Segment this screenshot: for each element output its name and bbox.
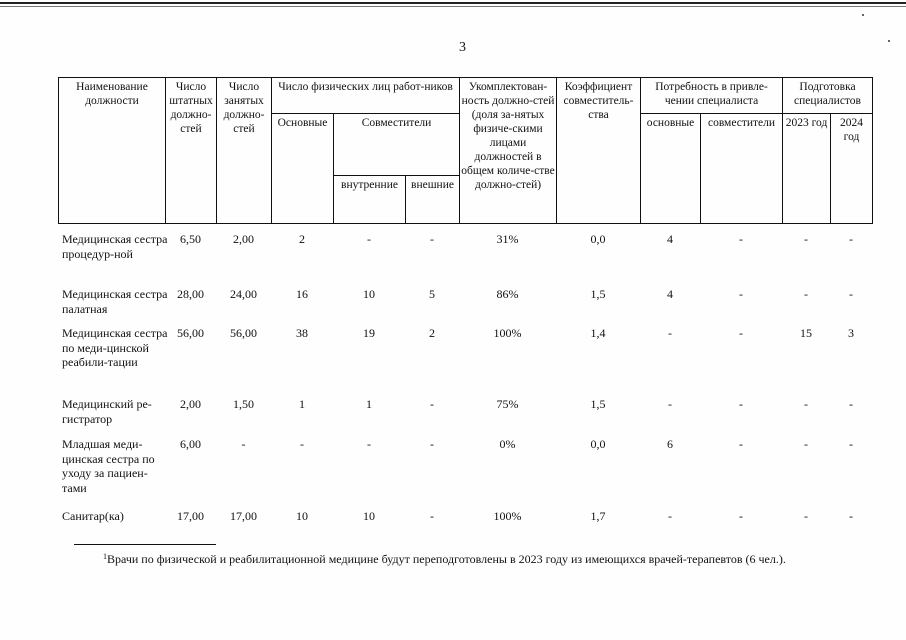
table-cell-need-main: -: [668, 397, 672, 411]
table-cell-need-part: -: [739, 326, 743, 340]
table-cell-internal: 19: [363, 326, 375, 340]
row-name: Медицинская сестра процедур-ной: [62, 232, 168, 261]
table-cell-external: -: [430, 437, 434, 451]
table-cell-internal: 10: [363, 509, 375, 523]
col-need-part: совместители: [701, 114, 783, 224]
table-cell-coef: 1,7: [590, 509, 606, 523]
table-cell-main: 16: [296, 287, 308, 301]
row-name: Младшая меди-цинская сестра по уходу за пациен-тами: [62, 437, 155, 495]
table-cell-need-main: 6: [667, 437, 673, 451]
col-need-main: основные: [641, 114, 701, 224]
table-cell-need-part: -: [739, 287, 743, 301]
table-cell-staffing: 0%: [499, 437, 516, 451]
footnote-text: Врачи по физической и реабилитационной медицине будут переподготовлены в 2023 году из имеющихся врачей-терапевтов (6 чел.).: [107, 552, 786, 566]
table-cell-y2024: -: [849, 232, 853, 246]
table-cell-y2024: -: [849, 509, 853, 523]
table-cell-y2024: -: [849, 397, 853, 411]
table-cell-need-main: -: [668, 509, 672, 523]
table-cell-y2023: -: [804, 232, 808, 246]
table-cell-y2024: -: [849, 437, 853, 451]
scan-speck: [862, 14, 864, 16]
table-cell-need-main: 4: [667, 232, 673, 246]
table-cell-need-part: -: [739, 509, 743, 523]
table-cell-coef: 1,4: [590, 326, 606, 340]
scan-edge-line: [0, 6, 906, 7]
scan-edge-line: [0, 2, 906, 4]
table-cell-staff: 6,00: [180, 437, 201, 451]
table-cell-internal: -: [367, 437, 371, 451]
footnote: [103, 552, 786, 566]
col-part-timers: Совместители: [334, 114, 460, 176]
table-cell-need-main: 4: [667, 287, 673, 301]
col-internal: внутренние: [334, 176, 406, 224]
table-cell-staff: 2,00: [180, 397, 201, 411]
table-cell-external: -: [430, 397, 434, 411]
col-position-name: Наименование должности: [59, 78, 166, 224]
table-cell-main: -: [300, 437, 304, 451]
staffing-table-header: [58, 77, 873, 224]
table-cell-staffing: 75%: [496, 397, 519, 411]
col-year-2024: 2024 год: [831, 114, 873, 224]
page-number: 3: [459, 40, 466, 55]
table-cell-need-part: -: [739, 397, 743, 411]
col-staff-positions: Число штатных должно-стей: [166, 78, 217, 224]
table-cell-need-part: -: [739, 232, 743, 246]
table-cell-y2024: -: [849, 287, 853, 301]
col-occupied-positions: Число занятых должно-стей: [217, 78, 272, 224]
col-individuals: Число физических лиц работ-ников: [272, 78, 460, 114]
table-cell-internal: -: [367, 232, 371, 246]
row-name: Медицинская сестра по меди-цинской реабили-тации: [62, 326, 168, 369]
table-cell-coef: 1,5: [590, 287, 606, 301]
table-cell-coef: 1,5: [590, 397, 606, 411]
table-cell-y2024: 3: [848, 326, 854, 340]
scan-speck: [888, 40, 890, 42]
table-cell-main: 2: [299, 232, 305, 246]
table-cell-internal: 1: [366, 397, 372, 411]
table-cell-staff: 56,00: [177, 326, 204, 340]
table-cell-internal: 10: [363, 287, 375, 301]
table-cell-external: 5: [429, 287, 435, 301]
col-need: Потребность в привле-чении специалиста: [641, 78, 783, 114]
table-cell-staffing: 100%: [493, 326, 522, 340]
table-cell-main: 38: [296, 326, 308, 340]
table-cell-staff: 6,50: [180, 232, 201, 246]
table-cell-staffing: 31%: [496, 232, 519, 246]
table-cell-need-part: -: [739, 437, 743, 451]
table-cell-staff: 17,00: [177, 509, 204, 523]
row-name: Медицинский ре-гистратор: [62, 397, 152, 426]
table-cell-occupied: 2,00: [233, 232, 254, 246]
col-main: Основные: [272, 114, 334, 224]
table-cell-main: 1: [299, 397, 305, 411]
table-cell-occupied: -: [241, 437, 246, 451]
table-cell-y2023: -: [804, 397, 808, 411]
table-cell-y2023: -: [804, 287, 808, 301]
table-cell-occupied: 56,00: [230, 326, 257, 340]
table-cell-external: -: [430, 232, 434, 246]
row-name: Медицинская сестра палатная: [62, 287, 168, 316]
col-training: Подготовка специалистов: [783, 78, 873, 114]
table-cell-y2023: -: [804, 509, 808, 523]
table-cell-coef: 0,0: [590, 437, 606, 451]
table-cell-need-main: -: [668, 326, 672, 340]
row-name: Санитар(ка): [62, 509, 124, 523]
col-staffing-level: Укомплектован-ность должно-стей (доля за-нятых физиче-скими лицами должностей в общем количе-стве должно-стей): [460, 78, 557, 224]
table-cell-occupied: 24,00: [230, 287, 257, 301]
table-cell-external: -: [430, 509, 434, 523]
table-cell-external: 2: [429, 326, 435, 340]
table-cell-occupied: 1,50: [233, 397, 254, 411]
table-cell-staff: 28,00: [177, 287, 204, 301]
table-cell-y2023: -: [804, 437, 808, 451]
col-coefficient: Коэффициент совместитель-ства: [557, 78, 641, 224]
table-cell-y2023: 15: [800, 326, 812, 340]
col-external: внешние: [406, 176, 460, 224]
table-cell-staffing: 86%: [496, 287, 519, 301]
table-cell-coef: 0,0: [590, 232, 606, 246]
footnote-marker: 1: [103, 552, 107, 561]
table-cell-staffing: 100%: [493, 509, 522, 523]
footnote-rule: [74, 544, 216, 545]
table-cell-occupied: 17,00: [230, 509, 257, 523]
table-cell-main: 10: [296, 509, 308, 523]
col-year-2023: 2023 год: [783, 114, 831, 224]
